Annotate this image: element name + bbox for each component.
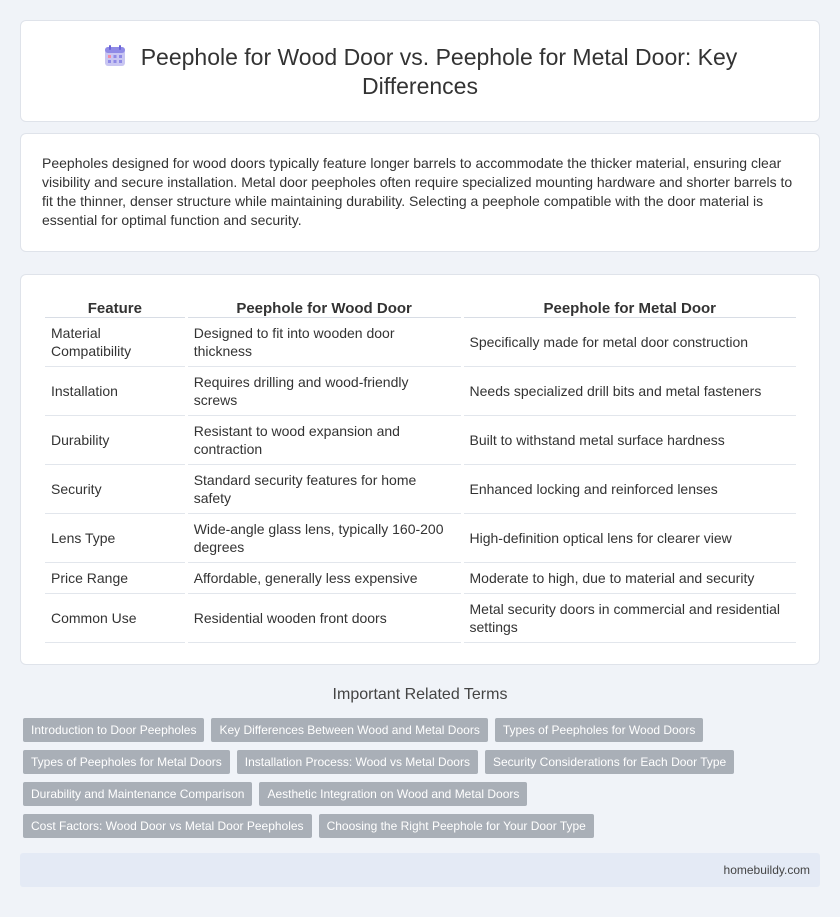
column-header-wood: Peephole for Wood Door — [188, 296, 461, 318]
feature-cell: Lens Type — [45, 514, 185, 563]
calendar-icon — [103, 44, 127, 68]
footer-bar — [20, 853, 820, 887]
wood-cell: Resistant to wood expansion and contraction — [188, 416, 461, 465]
related-tag[interactable]: Security Considerations for Each Door Type — [485, 750, 734, 774]
wood-cell: Designed to fit into wooden door thickness — [188, 318, 461, 367]
related-tag[interactable]: Cost Factors: Wood Door vs Metal Door Peepholes — [23, 814, 312, 838]
wood-cell: Wide-angle glass lens, typically 160-200 degrees — [188, 514, 461, 563]
metal-cell: Needs specialized drill bits and metal fasteners — [464, 367, 796, 416]
wood-cell: Affordable, generally less expensive — [188, 563, 461, 594]
table-row — [45, 594, 796, 643]
related-tag[interactable]: Choosing the Right Peephole for Your Door Type — [319, 814, 594, 838]
metal-cell: Specifically made for metal door construction — [464, 318, 796, 367]
feature-cell: Material Compatibility — [45, 318, 185, 367]
intro-card — [20, 133, 820, 252]
related-tag[interactable]: Durability and Maintenance Comparison — [23, 782, 252, 806]
wood-cell: Requires drilling and wood-friendly screws — [188, 367, 461, 416]
feature-cell: Common Use — [45, 594, 185, 643]
wood-cell: Standard security features for home safety — [188, 465, 461, 514]
table-row — [45, 465, 796, 514]
feature-cell: Security — [45, 465, 185, 514]
table-row — [45, 367, 796, 416]
table-header-row — [45, 296, 796, 318]
table-row — [45, 416, 796, 465]
feature-cell: Installation — [45, 367, 185, 416]
column-header-metal: Peephole for Metal Door — [464, 296, 796, 318]
related-tag[interactable]: Types of Peepholes for Metal Doors — [23, 750, 230, 774]
footer-site-link[interactable]: homebuildy.com — [723, 863, 810, 877]
related-tags — [23, 718, 820, 846]
related-terms-heading: Important Related Terms — [332, 686, 508, 703]
wood-cell: Residential wooden front doors — [188, 594, 461, 643]
column-header-feature: Feature — [45, 296, 185, 318]
intro-paragraph: Peepholes designed for wood doors typically feature longer barrels to accommodate the thicker material, ensuring clear visibility and secure installation. Metal door peepholes often require specialized mounting hardware and shorter barrels to fit the thinner, denser structure while maintaining durability. Selecting a peephole compatible with the door material is essential for optimal function and security. — [42, 155, 793, 228]
table-row — [45, 563, 796, 594]
related-tag[interactable]: Types of Peepholes for Wood Doors — [495, 718, 704, 742]
related-tag[interactable]: Installation Process: Wood vs Metal Doors — [237, 750, 478, 774]
page-title: Peephole for Wood Door vs. Peephole for Metal Door: Key Differences — [140, 44, 738, 99]
feature-cell: Price Range — [45, 563, 185, 594]
related-tag[interactable]: Aesthetic Integration on Wood and Metal Doors — [259, 782, 527, 806]
feature-cell: Durability — [45, 416, 185, 465]
page-title-wrap — [61, 43, 779, 101]
metal-cell: High-definition optical lens for clearer view — [464, 514, 796, 563]
comparison-card — [20, 274, 820, 665]
metal-cell: Metal security doors in commercial and residential settings — [464, 594, 796, 643]
table-row — [45, 318, 796, 367]
table-row — [45, 514, 796, 563]
related-tag[interactable]: Introduction to Door Peepholes — [23, 718, 204, 742]
metal-cell: Moderate to high, due to material and security — [464, 563, 796, 594]
title-card — [20, 20, 820, 122]
comparison-table — [42, 296, 799, 643]
related-tag[interactable]: Key Differences Between Wood and Metal Doors — [211, 718, 487, 742]
metal-cell: Built to withstand metal surface hardness — [464, 416, 796, 465]
metal-cell: Enhanced locking and reinforced lenses — [464, 465, 796, 514]
